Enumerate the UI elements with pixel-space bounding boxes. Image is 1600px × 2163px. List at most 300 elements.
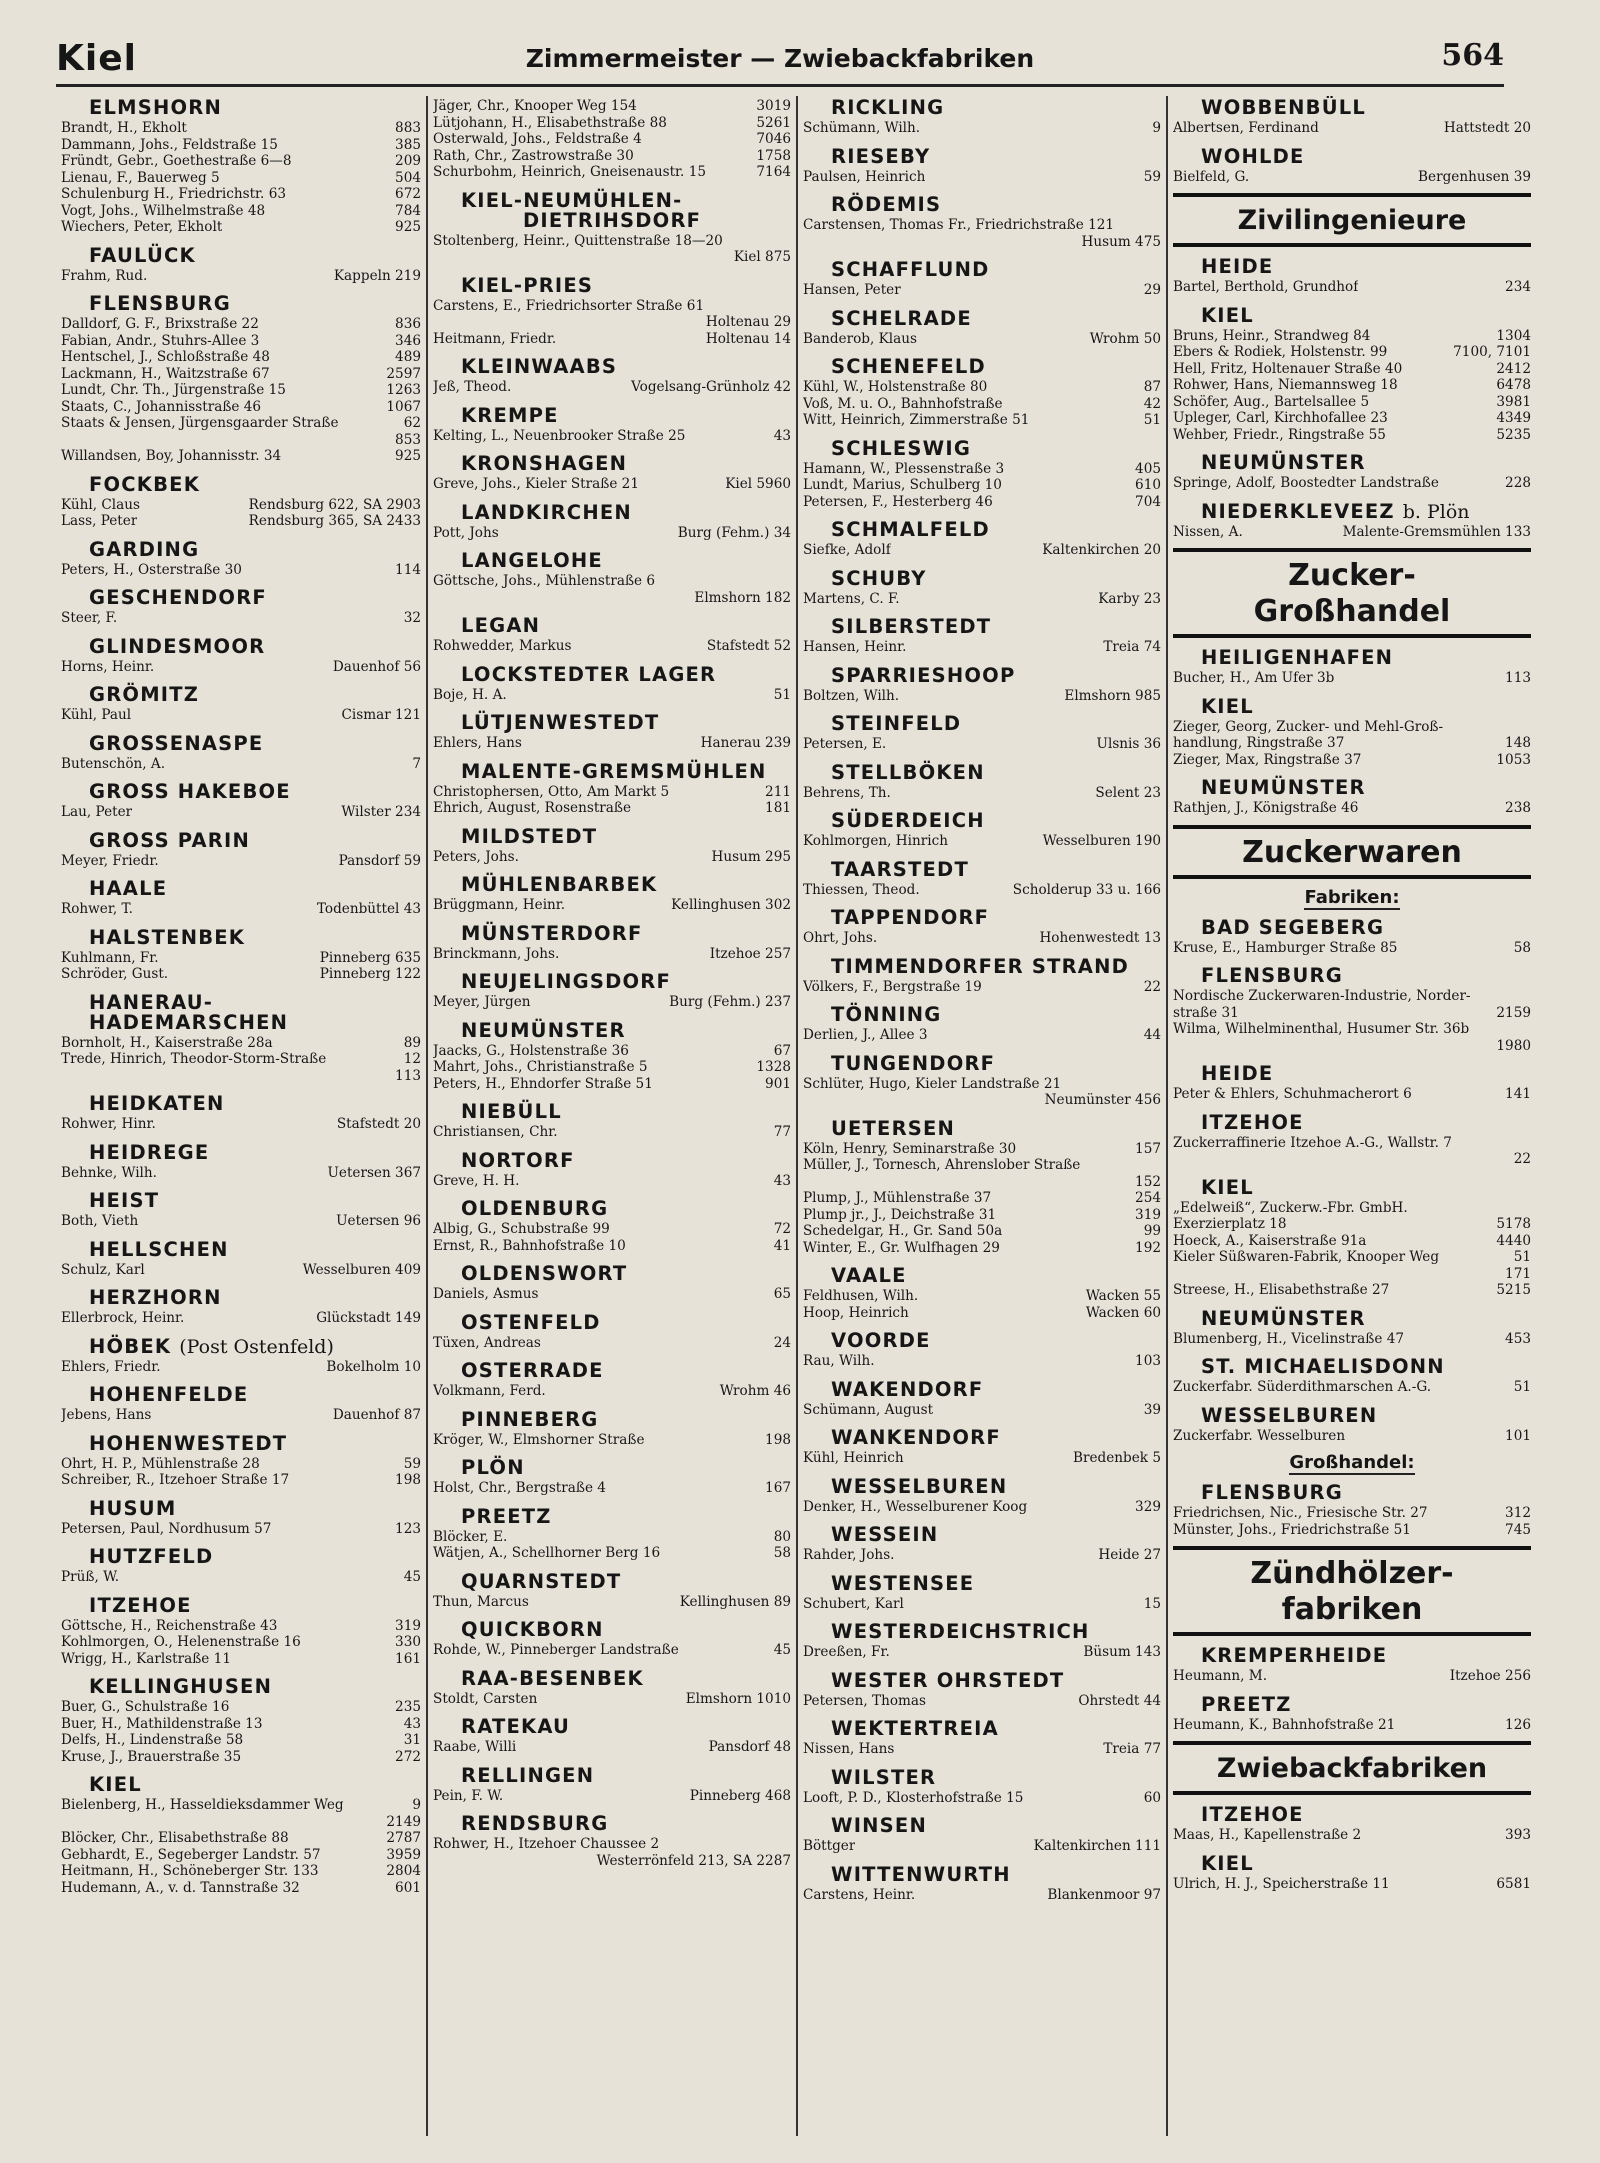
place-name: SCHELRADE	[831, 306, 972, 330]
directory-entry	[61, 137, 421, 154]
entry-phone: Elmshorn 985	[1064, 687, 1161, 704]
entry-phone: Kiel 5960	[725, 476, 791, 492]
place-heading	[433, 922, 791, 946]
directory-entry	[803, 1288, 1161, 1305]
directory-entry	[433, 638, 791, 655]
entry-name: Schöfer, Aug., Bartelsallee 5	[1173, 393, 1370, 410]
entry-phone: Malente-Gremsmühlen 133	[1342, 523, 1531, 540]
directory-entry	[433, 1545, 791, 1562]
directory-entry	[61, 1880, 421, 1897]
entry-name: Bielfeld, G.	[1173, 168, 1250, 185]
directory-entry	[433, 1529, 791, 1546]
place-name: VOORDE	[831, 1329, 931, 1352]
place-heading	[433, 1505, 791, 1529]
place-name: ITZEHOE	[1201, 1110, 1304, 1134]
place-heading	[803, 355, 1161, 379]
place-name: MILDSTEDT	[461, 824, 598, 848]
place-name: LANDKIRCHEN	[461, 500, 632, 524]
entry-phone: 9	[1152, 120, 1161, 136]
directory-entry	[433, 98, 791, 115]
entry-phone: 7046	[756, 131, 791, 147]
entry-name: Delfs, H., Lindenstraße 58	[61, 1732, 244, 1748]
directory-entry	[1173, 1717, 1531, 1734]
directory-entry	[433, 148, 791, 165]
directory-entry	[433, 233, 791, 250]
place-name: QUARNSTEDT	[461, 1569, 622, 1593]
subcategory-title: Fabriken:	[1304, 886, 1400, 908]
place-name: WESSELBUREN	[831, 1474, 1008, 1498]
place-heading	[803, 1052, 1161, 1076]
entry-phone: Hattstedt 20	[1443, 120, 1531, 136]
page-header	[56, 34, 1504, 87]
place-name: DIETRIHSDORF	[523, 208, 702, 232]
place-heading	[803, 437, 1161, 461]
entry-phone: 7100, 7101	[1453, 344, 1531, 360]
directory-entry	[61, 1797, 421, 1814]
place-name: TIMMENDORFER STRAND	[831, 954, 1129, 978]
entry-phone: 87	[1143, 379, 1161, 395]
entry-name: Schümann, Wilh.	[803, 120, 921, 136]
entry-name: Bartel, Berthold, Grundhof	[1173, 279, 1359, 295]
entry-phone: Treia 74	[1103, 639, 1161, 655]
entry-name: Bucher, H., Am Ufer 3b	[1173, 670, 1335, 686]
place-name: HUTZFELD	[89, 1545, 214, 1568]
place-name: HEIDE	[1201, 1062, 1274, 1085]
subcategory-heading	[1173, 887, 1531, 908]
place-heading	[433, 209, 791, 233]
entry-phone: 141	[1505, 1086, 1531, 1102]
directory-entry	[803, 1190, 1161, 1207]
place-heading	[1173, 1803, 1531, 1827]
entry-phone: 504	[395, 169, 421, 186]
entry-name: Trede, Hinrich, Theodor-Storm-Straße	[61, 1051, 327, 1067]
place-name: RELLINGEN	[461, 1763, 595, 1787]
directory-entry	[803, 282, 1161, 299]
entry-phone: Heide 27	[1098, 1547, 1161, 1563]
entry-phone: 211	[765, 783, 791, 800]
directory-entry	[1173, 169, 1531, 186]
entry-continuation: Westerrönfeld 213, SA 2287	[596, 1852, 791, 1869]
place-name: HEIDREGE	[89, 1140, 210, 1164]
entry-phone	[785, 573, 791, 590]
entry-phone: Burg (Fehm.) 34	[677, 524, 791, 541]
directory-entry	[61, 853, 421, 870]
place-name: WESTERDEICHSTRICH	[831, 1620, 1090, 1643]
entry-name: Thun, Marcus	[433, 1593, 529, 1610]
entry-name: Göttsche, Johs., Mühlenstraße 6	[433, 573, 656, 589]
place-heading	[1173, 1307, 1531, 1331]
place-name: TAARSTEDT	[831, 857, 969, 881]
entry-continuation: Holtenau 29	[705, 314, 791, 330]
directory-entry	[433, 331, 791, 348]
place-heading	[433, 711, 791, 735]
place-heading	[803, 712, 1161, 736]
entry-name: Rahder, Johs.	[803, 1547, 895, 1563]
entry-name: Jebens, Hans	[61, 1407, 152, 1423]
place-heading	[433, 1764, 791, 1788]
place-heading	[803, 1329, 1161, 1353]
place-heading	[61, 1238, 421, 1262]
entry-name: Peters, H., Ehndorfer Straße 51	[433, 1075, 653, 1092]
place-name: KIEL	[1201, 694, 1254, 718]
entry-name: Dalldorf, G. F., Brixstraße 22	[61, 316, 259, 332]
entry-phone: Burg (Fehm.) 237	[669, 994, 791, 1010]
directory-entry	[61, 268, 421, 285]
place-heading	[803, 1669, 1161, 1693]
entry-phone: Wrohm 50	[1089, 330, 1161, 347]
directory-entry	[61, 756, 421, 773]
place-name: SILBERSTEDT	[831, 615, 992, 638]
directory-entry	[433, 1739, 791, 1756]
place-name: RATEKAU	[461, 1715, 571, 1738]
entry-name: Ehrich, August, Rosenstraße	[433, 800, 632, 816]
entry-phone	[1155, 217, 1161, 234]
entry-name: Völkers, F., Bergstraße 19	[803, 978, 982, 995]
place-name: UETERSEN	[831, 1116, 956, 1140]
place-heading	[803, 1523, 1161, 1547]
entry-phone: 51	[1513, 1379, 1531, 1395]
place-name: STELLBÖKEN	[831, 760, 985, 784]
place-heading	[803, 1475, 1161, 1499]
directory-entry	[61, 1651, 421, 1668]
place-heading	[433, 501, 791, 525]
category-heading	[1173, 825, 1531, 879]
directory-entry	[1173, 1135, 1531, 1152]
entry-name: Feldhusen, Wilh.	[803, 1288, 919, 1304]
place-heading	[803, 145, 1161, 169]
entry-name: Willandsen, Boy, Johannisstr. 34	[61, 448, 282, 464]
directory-entry	[803, 331, 1161, 348]
entry-name: Lau, Peter	[61, 804, 133, 820]
directory-entry	[61, 497, 421, 514]
entry-name: Blöcker, Chr., Elisabethstraße 88	[61, 1830, 289, 1846]
place-name: GESCHENDORF	[89, 586, 267, 609]
entry-phone: 67	[773, 1042, 791, 1059]
place-name: MÜHLENBARBEK	[461, 873, 658, 896]
entry-name: Derlien, J., Allee 3	[803, 1027, 928, 1043]
entry-name: Schreiber, R., Itzehoer Straße 17	[61, 1472, 290, 1488]
entry-phone: 59	[1143, 168, 1161, 185]
entry-name: Kohlmorgen, O., Helenenstraße 16	[61, 1634, 301, 1650]
place-name: KLEINWAABS	[461, 355, 618, 378]
directory-entry	[433, 1238, 791, 1255]
entry-phone: 44	[1143, 1027, 1161, 1043]
entry-name: Rathjen, J., Königstraße 46	[1173, 800, 1359, 816]
place-name: KIEL-PRIES	[461, 273, 594, 297]
place-name: ITZEHOE	[89, 1593, 192, 1617]
place-heading	[433, 873, 791, 897]
place-heading	[1173, 1404, 1531, 1428]
directory-entry	[433, 525, 791, 542]
directory-entry	[1173, 120, 1531, 137]
place-name: NIEBÜLL	[461, 1100, 562, 1123]
entry-name: Paulsen, Heinrich	[803, 168, 926, 185]
place-name: GLINDESMOOR	[89, 634, 266, 658]
entry-phone: 60	[1143, 1789, 1161, 1806]
entry-name: Kröger, W., Elmshorner Straße	[433, 1431, 645, 1448]
directory-entry	[803, 1450, 1161, 1467]
place-heading	[803, 1003, 1161, 1027]
entry-phone: 43	[773, 1172, 791, 1189]
entry-name: Zuckerfabr. Süderdithmarschen A.-G.	[1173, 1379, 1432, 1395]
entry-phone: 99	[1143, 1223, 1161, 1239]
directory-entry	[803, 1240, 1161, 1257]
entry-phone	[785, 1836, 791, 1853]
entry-phone: 181	[765, 800, 791, 816]
place-name: RICKLING	[831, 96, 945, 119]
entry-name: Volkmann, Ferd.	[433, 1383, 546, 1399]
entry-name: Staats & Jensen, Jürgensgaarder Straße	[61, 415, 339, 431]
directory-entry	[61, 1359, 421, 1376]
directory-entry	[61, 1407, 421, 1424]
directory-entry	[803, 1547, 1161, 1564]
place-name: HEIDE	[1201, 255, 1274, 278]
directory-entry	[803, 833, 1161, 850]
entry-phone: 346	[395, 332, 421, 349]
entry-phone: 329	[1135, 1498, 1161, 1515]
entry-phone: Ulsnis 36	[1096, 736, 1161, 752]
entry-phone: 453	[1505, 1330, 1531, 1347]
place-heading	[803, 1572, 1161, 1596]
entry-phone: 1263	[386, 382, 421, 398]
directory-entry	[1173, 1005, 1531, 1022]
entry-name: Osterwald, Johs., Feldstraße 4	[433, 131, 642, 147]
entry-name: handlung, Ringstraße 37	[1173, 735, 1345, 751]
entry-phone: 4440	[1496, 1232, 1531, 1249]
place-name: FLENSBURG	[1201, 1481, 1343, 1504]
entry-phone: 7	[412, 755, 421, 772]
entry-name: Blumenberg, H., Vicelinstraße 47	[1173, 1330, 1405, 1347]
entry-phone: 192	[1135, 1239, 1161, 1256]
place-name: LANGELOHE	[461, 549, 603, 572]
place-name: QUICKBORN	[461, 1618, 604, 1641]
entry-name: Ohrt, Johs.	[803, 930, 878, 946]
entry-name: Petersen, Thomas	[803, 1692, 926, 1709]
entry-phone: Itzehoe 256	[1449, 1668, 1531, 1684]
entry-name: Schedelgar, H., Gr. Sand 50a	[803, 1223, 1003, 1239]
entry-name: Ernst, R., Bahnhofstraße 10	[433, 1237, 626, 1254]
entry-name: „Edelweiß“, Zuckerw.-Fbr. GmbH.	[1173, 1199, 1408, 1216]
place-heading	[433, 452, 791, 476]
place-heading	[1173, 304, 1531, 328]
entry-name: Hoop, Heinrich	[803, 1304, 909, 1321]
entry-name: Greve, H. H.	[433, 1172, 520, 1189]
entry-name: Ohrt, H. P., Mühlenstraße 28	[61, 1455, 260, 1472]
directory-entry	[1173, 1249, 1531, 1266]
entry-name: Schurbohm, Heinrich, Gneisenaustr. 15	[433, 164, 706, 180]
entry-name: Wätjen, A., Schellhorner Berg 16	[433, 1545, 661, 1561]
entry-phone: Wilster 234	[341, 804, 421, 820]
place-name: STEINFELD	[831, 712, 962, 735]
place-heading	[61, 1773, 421, 1797]
entry-name: Exerzierplatz 18	[1173, 1216, 1287, 1232]
entry-phone: 1053	[1496, 751, 1531, 768]
entry-name: Gebhardt, E., Segeberger Landstr. 57	[61, 1846, 321, 1863]
entry-name: Schlüter, Hugo, Kieler Landstraße 21	[803, 1075, 1062, 1092]
entry-continuation: 22	[1513, 1151, 1531, 1167]
entry-name: Nissen, A.	[1173, 523, 1243, 540]
directory-entry	[61, 1051, 421, 1068]
directory-entry	[433, 1076, 791, 1093]
place-name: GARDING	[89, 537, 200, 561]
directory-entry	[803, 1076, 1161, 1093]
place-name: HALSTENBEK	[89, 925, 246, 949]
entry-name: Münster, Johs., Friedrichstraße 51	[1173, 1521, 1411, 1538]
entry-phone: Elmshorn 1010	[685, 1690, 791, 1707]
directory-entry	[1173, 670, 1531, 687]
header-title: Zimmermeister — Zwiebackfabriken	[525, 44, 1035, 73]
directory-entry	[61, 1262, 421, 1279]
directory-entry	[433, 428, 791, 445]
place-heading	[61, 829, 421, 853]
entry-name: Zuckerraffinerie Itzehoe A.-G., Wallstr. 7	[1173, 1134, 1452, 1151]
entry-phone: Treia 77	[1103, 1741, 1161, 1757]
directory-entry	[1173, 361, 1531, 378]
directory-entry	[1173, 752, 1531, 769]
place-heading	[61, 1675, 421, 1699]
directory-entry	[803, 1027, 1161, 1044]
entry-name: Fabian, Andr., Stuhrs-Allee 3	[61, 332, 260, 349]
directory-entry	[1173, 1876, 1531, 1893]
entry-phone: 235	[395, 1699, 421, 1715]
directory-entry	[61, 448, 421, 465]
directory-entry	[1173, 719, 1531, 736]
entry-phone: Uetersen 367	[327, 1164, 421, 1181]
place-heading	[1173, 96, 1531, 120]
directory-entry	[61, 804, 421, 821]
place-heading	[803, 955, 1161, 979]
place-name: KIEL	[1201, 1851, 1254, 1875]
place-name: GROSSENASPE	[89, 731, 264, 755]
entry-name: Ebers & Rodiek, Holstenstr. 99	[1173, 344, 1388, 360]
entry-continuation: 171	[1505, 1265, 1531, 1282]
place-heading	[803, 1426, 1161, 1450]
place-name: SCHMALFELD	[831, 518, 990, 541]
place-name: KIEL-NEUMÜHLEN-	[461, 188, 683, 212]
entry-name: Hoeck, A., Kaiserstraße 91a	[1173, 1232, 1367, 1249]
entry-name: Plump jr., J., Deichstraße 31	[803, 1206, 997, 1223]
entry-continuation: Husum 475	[1081, 233, 1161, 250]
place-name: SÜDERDEICH	[831, 809, 985, 832]
entry-phone	[1525, 1021, 1531, 1038]
entry-phone: 58	[773, 1545, 791, 1561]
entry-name: Lütjohann, H., Elisabethstraße 88	[433, 114, 667, 131]
place-name: MÜNSTERDORF	[461, 921, 643, 945]
place-name: WINSEN	[831, 1814, 927, 1837]
directory-entry	[803, 639, 1161, 656]
entry-name: Hansen, Heinr.	[803, 639, 907, 655]
place-heading	[1173, 916, 1531, 940]
entry-phone: 167	[765, 1480, 791, 1496]
entry-phone: 9	[412, 1797, 421, 1813]
entry-phone	[785, 298, 791, 315]
entry-phone: 39	[1143, 1401, 1161, 1418]
directory-entry	[433, 1335, 791, 1352]
entry-phone: 489	[395, 349, 421, 365]
directory-entry	[803, 1141, 1161, 1158]
entry-phone: 234	[1505, 279, 1531, 295]
place-heading	[433, 1715, 791, 1739]
entry-name: Frahm, Rud.	[61, 267, 148, 284]
entry-phone: 51	[773, 686, 791, 703]
entry-phone: 6581	[1496, 1875, 1531, 1892]
place-name: OLDENBURG	[461, 1197, 609, 1220]
directory-entry	[61, 120, 421, 137]
place-heading	[433, 1100, 791, 1124]
place-name: RÖDEMIS	[831, 193, 942, 216]
directory-entry	[1173, 1216, 1531, 1233]
entry-name: Fründt, Gebr., Goethestraße 6—8	[61, 153, 292, 169]
place-name: FOCKBEK	[89, 472, 201, 496]
directory-entry	[433, 735, 791, 752]
entry-name: Blöcker, E.	[433, 1528, 508, 1545]
entry-name: Nordische Zuckerwaren-Industrie, Norder-	[1173, 988, 1471, 1004]
directory-entry	[1173, 1522, 1531, 1539]
place-name: GROSS HAKEBOE	[89, 780, 291, 803]
entry-name: Butenschön, A.	[61, 755, 166, 772]
directory-entry	[61, 1618, 421, 1635]
place-heading	[61, 683, 421, 707]
entry-phone: 157	[1135, 1140, 1161, 1157]
directory-entry	[803, 688, 1161, 705]
place-heading	[433, 1311, 791, 1335]
entry-name: Stoltenberg, Heinr., Quittenstraße 18—20	[433, 232, 723, 249]
place-heading	[433, 549, 791, 573]
directory-entry	[433, 1043, 791, 1060]
entry-name: Daniels, Asmus	[433, 1286, 539, 1302]
place-heading	[61, 292, 421, 316]
directory-entry	[803, 930, 1161, 947]
entry-name: Peter & Ehlers, Schuhmacherort 6	[1173, 1086, 1412, 1102]
entry-phone: 745	[1505, 1521, 1531, 1538]
entry-phone: Selent 23	[1095, 784, 1161, 801]
entry-name: Heitmann, H., Schöneberger Str. 133	[61, 1863, 319, 1879]
entry-phone: 58	[1513, 939, 1531, 956]
directory-entry	[1173, 1379, 1531, 1396]
entry-name: Streese, H., Elisabethstraße 27	[1173, 1282, 1390, 1298]
entry-name: Upleger, Carl, Kirchhofallee 23	[1173, 410, 1388, 426]
directory-entry	[61, 513, 421, 530]
entry-name: Raabe, Willi	[433, 1739, 517, 1755]
entry-name: Schümann, August	[803, 1401, 934, 1418]
entry-phone: 24	[773, 1334, 791, 1351]
category-title: Zündhölzer- fabriken	[1250, 1556, 1454, 1627]
entry-name: Boje, H. A.	[433, 686, 507, 703]
place-name: SCHLESWIG	[831, 436, 972, 460]
place-name: SCHAFFLUND	[831, 258, 990, 281]
place-name: GROSS PARIN	[89, 828, 250, 852]
entry-phone: 5235	[1496, 426, 1531, 443]
directory-entry	[1173, 475, 1531, 492]
place-heading	[803, 518, 1161, 542]
entry-phone: 32	[403, 610, 421, 626]
entry-phone: 238	[1505, 800, 1531, 816]
place-name: HAALE	[89, 877, 168, 900]
directory-entry	[61, 186, 421, 203]
entry-name: Dreeßen, Fr.	[803, 1644, 890, 1660]
directory-entry	[803, 1838, 1161, 1855]
directory-entry	[61, 1116, 421, 1133]
place-heading	[803, 307, 1161, 331]
entry-phone: 883	[395, 120, 421, 136]
directory-entry	[803, 1402, 1161, 1419]
place-heading	[433, 1019, 791, 1043]
entry-name: Petersen, E.	[803, 736, 887, 752]
place-heading	[433, 274, 791, 298]
entry-continuation: Kiel 875	[733, 249, 791, 265]
entry-phone: Pinneberg 468	[689, 1787, 791, 1804]
place-name: NEUMÜNSTER	[1201, 776, 1366, 799]
